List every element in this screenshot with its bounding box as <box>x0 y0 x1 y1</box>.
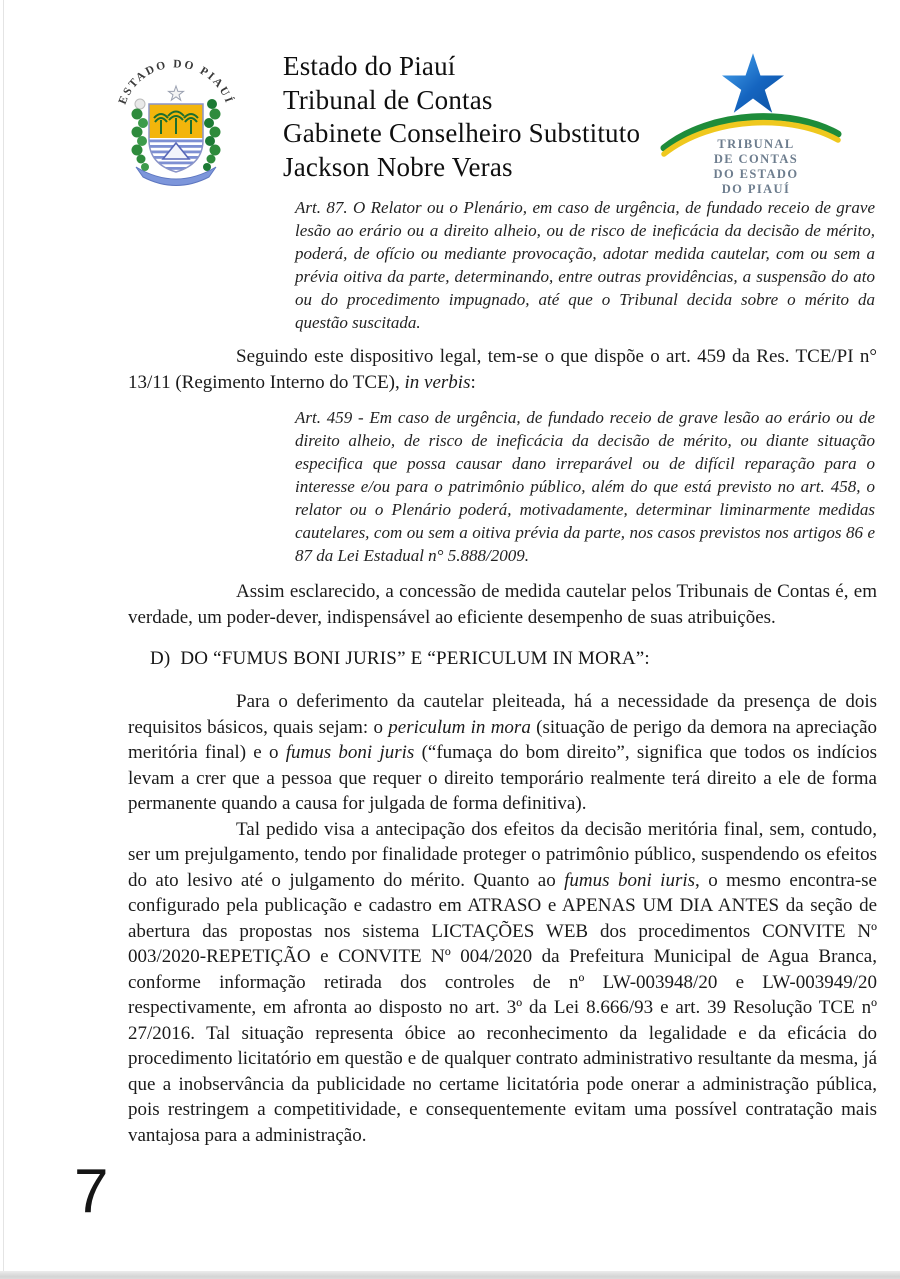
org-title-block <box>283 50 640 184</box>
paragraph-seguindo: Seguindo este dispositivo legal, tem-se o que dispõe o art. 459 da Res. TCE/PI n° 13/11 (Regimento Interno do TCE), in verbis: <box>128 346 877 393</box>
paragraph-assim-esclarecido: Assim esclarecido, a concessão de medida cautelar pelos Tribunais de Contas é, em verdade, um poder-dever, indispensável ao eficiente desempenho de suas atribuições. <box>128 581 877 628</box>
logo-text-line-1: TRIBUNAL <box>717 137 795 151</box>
org-line-office: Gabinete Conselheiro Substituto <box>283 118 641 148</box>
page-number: 7 <box>74 1157 109 1226</box>
logo-text-line-2: DE CONTAS <box>713 152 799 166</box>
document-body <box>0 196 900 1148</box>
org-line-state: Estado do Piauí <box>283 51 456 81</box>
org-line-court: Tribunal de Contas <box>283 84 493 115</box>
paragraph-para-deferimento: Para o deferimento da cautelar pleiteada, há a necessidade da presença de dois requisitos básicos, quais sejam: o periculum in mora (situação de perigo da demora na apreciação meritória final) e o fumus boni juris (“fumaça do bom direito”, significa que todos os indícios levam a crer que a pessoa que requer o direito temporário realmente terá direito a ele de forma permanente quando a causa for julgada de forma definitiva). <box>128 691 878 814</box>
logo-text-line-3: DO ESTADO <box>713 167 799 181</box>
section-heading-d: D) DO “FUMUS BONI JURIS” E “PERICULUM IN MORA”: <box>150 648 650 669</box>
legal-quote-art-459: Art. 459 - Em caso de urgência, de fundado receio de grave lesão ao erário ou de direito alheio, de risco de ineficácia da decisão de mérito, ou diante situação especifica que possa causar dano irreparável ou de difícil reparação para o interesse e/ou para o patrimônio público, além do que está previsto no art. 458, o relator ou o Plenário poderá, motivadamente, determinar liminarmente medidas cautelares, com ou sem a oitiva prévia da parte, nos casos previstos nos artigos 86 e 87 da Lei Estadual n° 5.888/2009. <box>295 408 875 565</box>
crest-left-branch <box>132 99 150 171</box>
logo-star-icon <box>722 53 784 113</box>
document-header <box>0 0 900 196</box>
crest-arc-text: ESTADO DO PIAUÍ <box>116 58 236 107</box>
legal-quote-art-87: Art. 87. O Relator ou o Plenário, em caso de urgência, de fundado receio de grave lesão ao erário ou a direito alheio, ou de risco de ineficácia da decisão de mérito, poderá, de ofício ou mediante provocação, adotar medida cautelar, com ou sem a prévia oitiva da parte, determinando, entre outras providências, a suspensão do ato ou do procedimento impugnado, até que o Tribunal decida sobre o mérito da questão suscitada. <box>295 198 875 332</box>
piaui-coat-of-arms-icon <box>110 44 242 188</box>
paragraph-tal-pedido: Tal pedido visa a antecipação dos efeitos da decisão meritória final, sem, contudo, ser um prejulgamento, tendo por finalidade proteger o patrimônio público, suspendendo os efeitos do ato lesivo até o julgamento do mérito. Quanto ao fumus boni iuris, o mesmo encontra-se configurado pela publicação e cadastro em ATRASO e APENAS UM DIA ANTES da seção de abertura das propostas nos sistema LICTAÇÕES WEB dos procedimentos CONVITE Nº 003/2020-REPETIÇÃO e CONVITE Nº 004/2020 da Prefeitura Municipal de Agua Branca, conforme informação retirada dos controles de nº LW-003948/20 e LW-003949/20 respectivamente, em afronta ao disposto no art. 3º da Lei 8.666/93 e art. 39 Resolução TCE nº 27/2016. Tal situação representa óbice ao reconhecimento da legalidade e da eficácia do procedimento licitatório em questão e de qualquer contrato administrativo resultante da mesma, já que a inobservância da publicidade no certame licitatória pode onerar a administração pública, pois restringem a competitividade, e consequentemente evitam uma possível contratação mais vantajosa para a administração. <box>128 818 877 1146</box>
logo-text-line-4: DO PIAUÍ <box>721 182 791 196</box>
svg-text:ESTADO DO PIAUÍ <box>117 58 237 106</box>
crest-right-branch <box>203 99 221 171</box>
crest-star-icon <box>169 86 184 100</box>
bottom-edge-bar <box>0 1271 900 1279</box>
org-line-counselor: Jackson Nobre Veras <box>283 151 513 182</box>
tce-logo-icon <box>660 48 842 194</box>
